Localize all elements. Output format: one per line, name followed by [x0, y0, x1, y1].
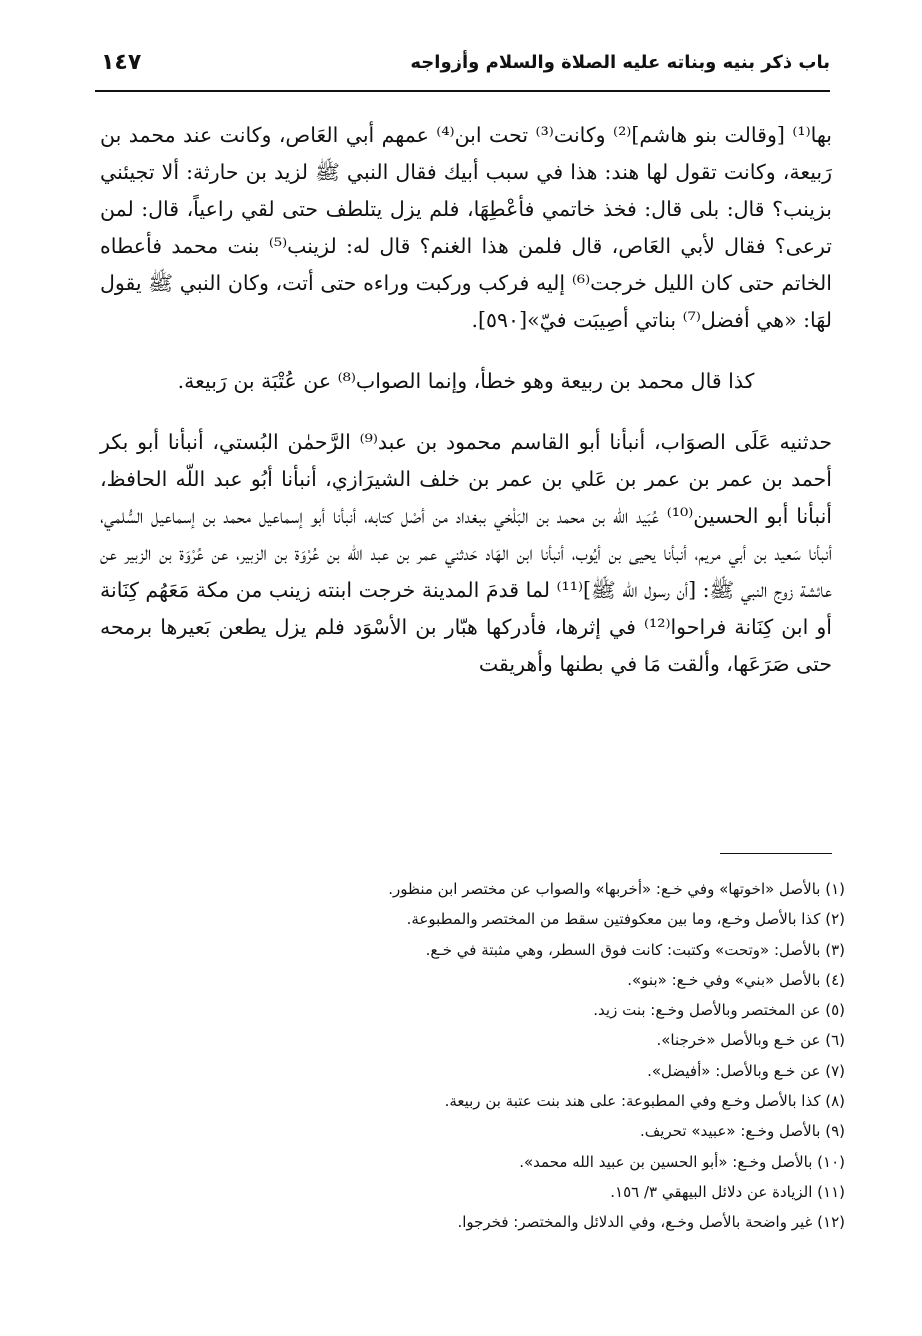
footnote-5: (٥) عن المختصر وبالأصل وخـع: بنت زيد.	[593, 1001, 845, 1020]
page-number: ١٤٧	[101, 50, 142, 75]
footnote-2: (٢) كذا بالأصل وخـع، وما بين معكوفتين سقط من المختصر والمطبوعة.	[406, 910, 845, 929]
chapter-title: باب ذكر بنيه وبناته عليه الصلاة والسلام وأزواجه	[410, 52, 830, 73]
footnotes	[320, 874, 845, 1238]
footnote-10: (١٠) بالأصل وخـع: «أبو الحسين بن عبيد الله محمد».	[519, 1152, 845, 1171]
paragraph-3: حدثنيه عَلَى الصوَاب، أنبأنا أبو القاسم محمود بن عبد⁽⁹⁾ الرَّحمٰن البُستي، أنبأنا أبو بكر أحمد بن عمر بن عمر بن عَلي بن عمر بن خلف الشيرَازي، أنبأنا أبُو عبد اللّه الحافظ، أنبأنا أبو الحسين⁽¹⁰⁾ عُبَيد الله بن محمد بن البَلْخي ببغداد من أصْل كتابه، أنبأنا أبو إسماعيل محمد بن إسماعيل السُّلمي، أنبأنا سَعيد بن أبي مريم، أنبأنا يحيى بن أيُوب، أنبأنا ابن الهَاد حَدثني عمر بن عبد اللّه بن عُرْوَة بن الزبير، عن عُرْوَة بن الزبير عن عائشة زوج النبي ﷺ: [أن رسول الله ﷺ]⁽¹¹⁾ لما قدمَ المدينة خرجت ابنته زينب من مكة مَعَهُم كِنَانة أو ابن كِنَانة فراحوا⁽¹²⁾ في إثرها، فأدركها هبّار بن الأسْوَد فلم يزل يطعن بَعيرها برمحه حتى صَرَعَها، وألقت مَا في بطنها وأهريقت	[100, 430, 833, 676]
footnote-6: (٦) عن خـع وبالأصل «خرجنا».	[656, 1031, 845, 1050]
footnote-12: (١٢) غير واضحة بالأصل وخـع، وفي الدلائل والمختصر: فخرجوا.	[457, 1213, 845, 1232]
footnote-3: (٣) بالأصل: «وتحت» وكتبت: كانت فوق السطر، وهي مثبتة في خـع.	[425, 940, 845, 959]
footnote-7: (٧) عن خـع وبالأصل: «أفيضل».	[647, 1061, 845, 1080]
footnote-8: (٨) كذا بالأصل وخـع وفي المطبوعة: على هند بنت عتبة بن ربيعة.	[444, 1092, 845, 1111]
footnote-4: (٤) بالأصل «بني» وفي خـع: «بنو».	[627, 970, 845, 989]
footnote-9: (٩) بالأصل وخـع: «عبيد» تحريف.	[639, 1122, 845, 1141]
paragraph-1: بها⁽¹⁾ [وقالت بنو هاشم]⁽²⁾ وكانت⁽³⁾ تحت ابن⁽⁴⁾ عمهم أبي العَاص، وكانت عند محمد بن رَبيعة، وكانت تقول لها هند: هذا في سبب أبيك فقال النبي ﷺ لزيد بن حارثة: ألا تجيئني بزينب؟ قال: بلى قال: فخذ خاتمي فأعْطِهَا، فلم يزل يتلطف حتى لقي راعياً، قال: لمن ترعى؟ فقال لأبي العَاص، قال فلمن هذا الغنم؟ قال له: لزينب⁽⁵⁾ بنت محمد فأعطاه الخاتم حتى كان الليل خرجت⁽⁶⁾ إليه فركب وركبت وراءه حتى أتت، وكان النبي ﷺ يقول لهَا: «هي أفضل⁽⁷⁾ بناتي أصِيبَت فيّ»[٥٩٠].	[100, 123, 833, 332]
footnote-1: (١) بالأصل «اخوتها» وفي خـع: «أخربها» والصواب عن مختصر ابن منظور.	[388, 880, 845, 898]
footnote-11: (١١) الزيادة عن دلائل البيهقي ٣/ ١٥٦.	[610, 1182, 845, 1201]
page-header	[95, 46, 830, 92]
paragraph-2: كذا قال محمد بن ربيعة وهو خطأ، وإنما الصواب⁽⁸⁾ عن عُتْبَة بن رَبيعة.	[177, 369, 755, 393]
footnote-separator	[720, 853, 832, 854]
main-text	[100, 117, 832, 683]
